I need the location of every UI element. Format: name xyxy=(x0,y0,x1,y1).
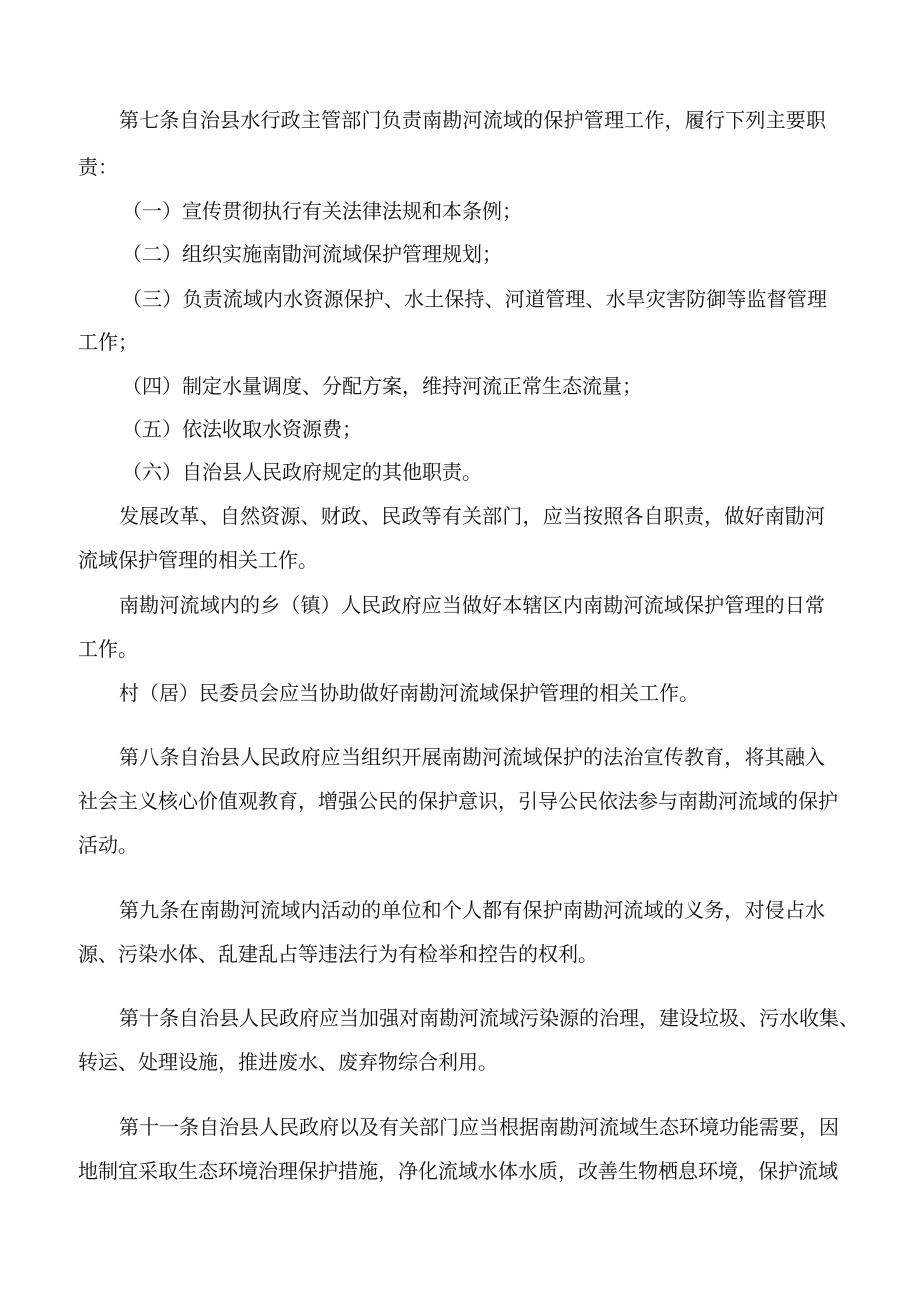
article7-item5: （五）依法收取水资源费； xyxy=(122,417,362,441)
article11-line2: 地制宜采取生态环境治理保护措施，净化流域水体水质，改善生物栖息环境，保护流域 xyxy=(78,1159,838,1183)
article7-item1: （一）宣传贯彻执行有关法律法规和本条例； xyxy=(122,199,522,223)
article7-item3-line1: （三）负责流域内水资源保护、水土保持、河道管理、水旱灾害防御等监督管理 xyxy=(122,287,827,311)
article10-line1: 第十条自治县人民政府应当加强对南勘河流域污染源的治理，建设垃圾、污水收集、 xyxy=(119,1006,859,1030)
article9-line1: 第九条在南勘河流域内活动的单位和个人都有保护南勘河流域的义务，对侵占水 xyxy=(119,898,825,922)
article7-para2-line1: 发展改革、自然资源、财政、民政等有关部门，应当按照各自职责，做好南勖河 xyxy=(119,504,825,528)
article8-line1: 第八条自治县人民政府应当组织开展南勘河流域保护的法治宣传教育，将其融入 xyxy=(119,745,825,769)
article10-line2: 转运、处理设施，推进废水、废弃物综合利用。 xyxy=(78,1050,498,1074)
article7-item3-line2: 工作； xyxy=(78,330,138,354)
article8-line2: 社会主义核心价值观教育，增强公民的保护意识，引导公民依法参与南勘河流域的保护 xyxy=(78,789,838,813)
article7-para4: 村（居）民委员会应当协助做好南勘河流域保护管理的相关工作。 xyxy=(119,681,699,705)
article7-para3-line2: 工作。 xyxy=(78,637,138,661)
article7-item6: （六）自治县人民政府规定的其他职责。 xyxy=(122,460,482,484)
article7-item4: （四）制定水量调度、分配方案，维持河流正常生态流量； xyxy=(122,374,642,398)
article7-para2-line2: 流域保护管理的相关工作。 xyxy=(78,548,318,572)
article9-line2: 源、污染水体、乱建乱占等违法行为有检举和控告的权利。 xyxy=(78,942,598,966)
article8-line3: 活动。 xyxy=(78,833,138,857)
article7-line2: 责： xyxy=(78,155,118,179)
article11-line1: 第十一条自治县人民政府以及有关部门应当根据南勘河流域生态环境功能需要，因 xyxy=(119,1115,839,1139)
article7-item2: （二）组织实施南勖河流域保护管理规划； xyxy=(122,242,502,266)
article7-line1: 第七条自治县水行政主管部门负责南勘河流域的保护管理工作，履行下列主要职 xyxy=(119,108,826,132)
article7-para3-line1: 南勘河流域内的乡（镇）人民政府应当做好本辖区内南勘河流域保护管理的日常 xyxy=(119,593,825,617)
